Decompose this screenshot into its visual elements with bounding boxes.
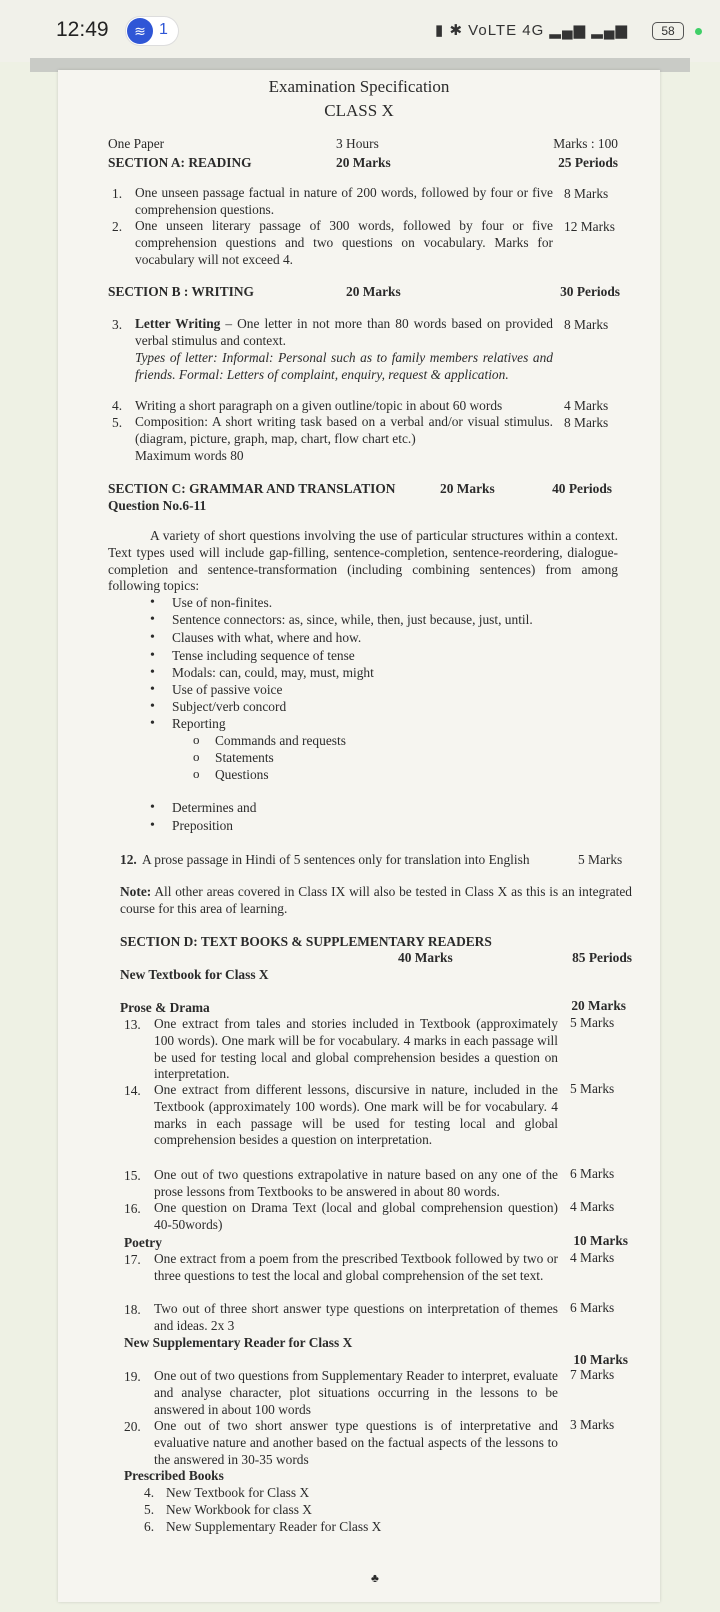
doc-title: Examination Specification [268,77,450,96]
item-text: A prose passage in Hindi of 5 sentences only for translation into English [142,852,530,867]
book-number: 5. [144,1502,155,1517]
item-number: 13. [124,1017,141,1032]
prose-drama-marks: 20 Marks [571,998,626,1013]
hotspot-icon: ≋ [127,18,153,44]
note-text: All other areas covered in Class IX will also be tested in Class X as this is an integrated course for this area of learning. [120,884,632,916]
topic-item: • Sentence connectors: as, since, while, then, just because, just, until. [172,611,533,628]
total-marks: Marks : 100 [553,136,618,151]
doc-subtitle: CLASS X [324,101,394,120]
poetry-heading: Poetry [124,1235,162,1250]
note-label: Note: [120,884,152,899]
clock: 12:49 [56,18,109,41]
item-marks: 4 Marks [570,1199,615,1214]
section-d-marks: 40 Marks [398,950,453,965]
item-number: 1. [112,186,123,201]
book-title: New Textbook for Class X [166,1485,310,1500]
item-text: Two out of three short answer type questions on interpretation of themes and ideas. 2x 3 [154,1301,558,1333]
item-marks: 8 Marks [564,186,609,201]
status-bar [0,0,720,62]
item-text: One unseen literary passage of 300 words, followed by four or five comprehension questions and two questions on vocabulary. Marks for vocabulary will not exceed 4. [135,218,553,267]
prose-drama-heading: Prose & Drama [120,1000,210,1015]
grammar-intro: A variety of short questions involving the use of particular structures within a context. Text types used will include gap-filling, sentence-completion, sentence-reordering, dialogue-completion and sentence-transformation (including combining sentences) from among following topics: [108,528,618,594]
section-a-marks: 20 Marks [336,155,391,170]
item-marks: 8 Marks [564,317,609,332]
item-number: 17. [124,1252,141,1267]
notification-count: 1 [159,21,168,38]
letter-writing-label: Letter Writing [135,316,221,331]
item-marks: 6 Marks [570,1166,615,1181]
item-text: One extract from different lessons, discursive in nature, included in the Textbook (approximately 100 words). One mark will be for vocabulary. 4 marks in each passage will be used for testing local and global comprehension besides a question on interpretation. [154,1082,558,1148]
supplementary-heading: New Supplementary Reader for Class X [124,1335,353,1350]
system-icons: ▮ ✱ VoLTE 4G ▂▄▆ ▂▄▆ [435,22,628,39]
item-text [135,316,553,350]
section-d-title: SECTION D: TEXT BOOKS & SUPPLEMENTARY READERS [120,934,492,949]
letter-writing-text: – One letter in not more than 80 words based on provided verbal stimulus and context. [135,316,553,348]
item-number: 15. [124,1168,141,1183]
book-number: 6. [144,1519,155,1534]
notification-pill[interactable] [126,17,178,45]
supplementary-marks: 10 Marks [573,1352,628,1367]
topic-item: • Determines and [172,799,256,816]
section-a-title: SECTION A: READING [108,155,252,170]
section-c-marks: 20 Marks [440,481,495,496]
item-marks: 8 Marks [564,415,609,430]
item-number: 4. [112,398,123,413]
prescribed-books-heading: Prescribed Books [124,1468,224,1483]
section-c-title: SECTION C: GRAMMAR AND TRANSLATION [108,481,396,496]
item-number: 18. [124,1302,141,1317]
hours-label: 3 Hours [336,136,379,151]
section-c-periods: 40 Periods [552,481,612,496]
note [120,884,632,918]
item-marks: 6 Marks [570,1300,615,1315]
item-number: 12. [120,852,137,867]
item-text: One extract from tales and stories included in Textbook (approximately 100 words). One mark will be for vocabulary. 4 marks in each passage will be used for testing local and global comprehension besides a question on interpretation. [154,1016,558,1082]
item-marks: 5 Marks [570,1081,615,1096]
item-text: One extract from a poem from the prescribed Textbook followed by two or three questions to test the local and global comprehension of the set text. [154,1251,558,1283]
topic-item: • Use of non-finites. [172,594,272,611]
item-marks: 5 Marks [570,1015,615,1030]
item-text: One out of two questions from Supplementary Reader to interpret, evaluate and analyse character, plot situations occurring in the lessons to be answered in about 100 words [154,1368,558,1417]
topic-item: • Subject/verb concord [172,698,286,715]
letter-types: Types of letter: Informal: Personal such as to family members relatives and friends. Formal: Letters of complaint, enquiry, request & application. [135,350,553,382]
item-text: One out of two short answer type questions is of interpretative and evaluative nature and another based on the factual aspects of the lessons to the answered in 30-35 words [154,1418,558,1467]
section-b-marks: 20 Marks [346,284,401,299]
subtopic-item: o Commands and requests [215,732,346,749]
footer-mark: ♣ [371,1571,379,1585]
item-number: 19. [124,1369,141,1384]
item-marks: 12 Marks [564,219,615,234]
item-number: 16. [124,1201,141,1216]
topic-item: • Tense including sequence of tense [172,647,355,664]
battery-icon: 58 [652,22,684,40]
item-marks: 7 Marks [570,1367,615,1382]
new-textbook-heading: New Textbook for Class X [120,967,269,982]
document-page [58,70,660,1602]
topic-item: • Reporting [172,715,226,732]
item-marks: 3 Marks [570,1417,615,1432]
item-number: 3. [112,317,123,332]
section-d-periods: 85 Periods [572,950,632,965]
subtopic-item: o Questions [215,766,269,783]
paper-label: One Paper [108,136,165,151]
book-number: 4. [144,1485,155,1500]
item-text: Writing a short paragraph on a given outline/topic in about 60 words [135,398,503,413]
item-text: One out of two questions extrapolative in nature based on any one of the prose lessons from Textbooks to be answered in about 80 words. [154,1167,558,1199]
section-a-periods: 25 Periods [558,155,618,170]
topic-item: • Clauses with what, where and how. [172,629,361,646]
book-title: New Workbook for class X [166,1502,312,1517]
item-marks: 4 Marks [564,398,609,413]
item-number: 5. [112,415,123,430]
privacy-dot-icon [695,28,702,35]
topic-item: • Modals: can, could, may, must, might [172,664,374,681]
subtopic-item: o Statements [215,749,274,766]
item-number: 20. [124,1419,141,1434]
question-range: Question No.6-11 [108,498,207,513]
item-text: One unseen passage factual in nature of 200 words, followed by four or five comprehension questions. [135,185,553,217]
topic-item: • Preposition [172,817,233,834]
item-number: 14. [124,1083,141,1098]
item-number: 2. [112,219,123,234]
book-title: New Supplementary Reader for Class X [166,1519,382,1534]
section-b-title: SECTION B : WRITING [108,284,254,299]
section-b-periods: 30 Periods [560,284,620,299]
max-words: Maximum words 80 [135,448,244,463]
item-marks: 5 Marks [578,852,623,867]
topic-item: • Use of passive voice [172,681,282,698]
item-marks: 4 Marks [570,1250,615,1265]
item-text: One question on Drama Text (local and global comprehension question) 40-50words) [154,1200,558,1232]
poetry-marks: 10 Marks [573,1233,628,1248]
item-text: Composition: A short writing task based on a verbal and/or visual stimulus. (diagram, picture, graph, map, chart, flow chart etc.) [135,414,553,446]
